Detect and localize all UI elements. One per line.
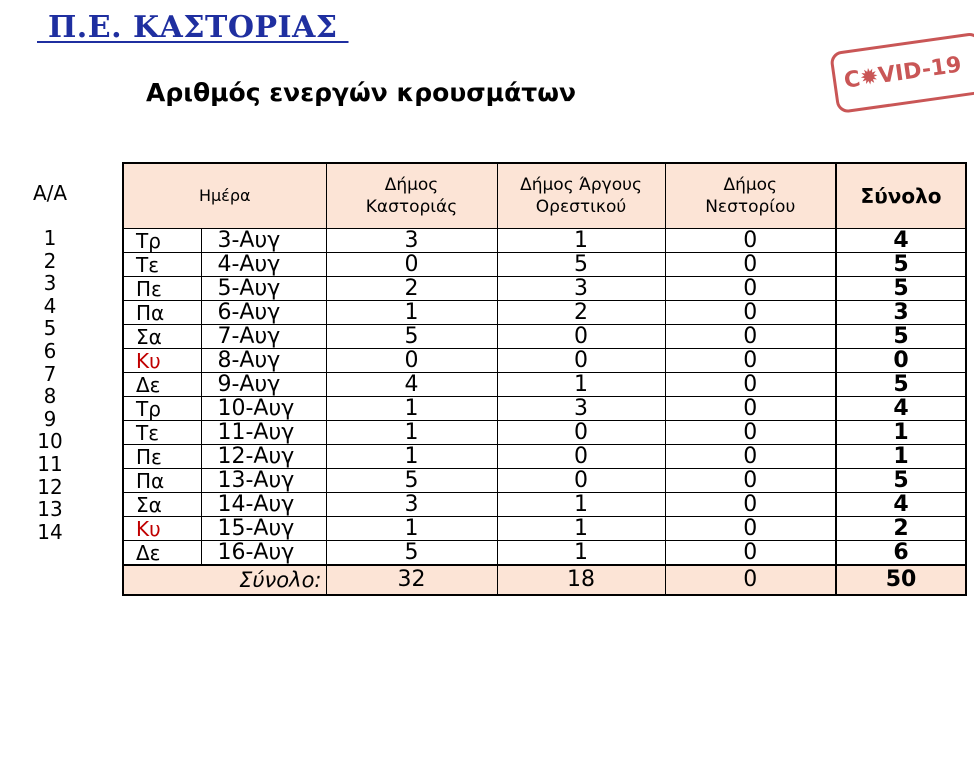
nestorio-cell: 0 xyxy=(665,421,836,445)
nestorio-cell: 0 xyxy=(665,445,836,469)
date-cell: 14-Αυγ xyxy=(201,493,326,517)
date-cell: 3-Αυγ xyxy=(201,229,326,253)
nestorio-cell: 0 xyxy=(665,349,836,373)
aa-header: Α/Α xyxy=(32,181,68,205)
row-number: 6 xyxy=(43,339,57,363)
day-of-week: Κυ xyxy=(123,349,201,373)
nestorio-cell: 0 xyxy=(665,277,836,301)
table-row xyxy=(123,517,966,541)
table-row xyxy=(123,469,966,493)
table-row xyxy=(123,397,966,421)
region-title: Π.Ε. ΚΑΣΤΟΡΙΑΣ xyxy=(37,10,349,45)
date-cell: 16-Αυγ xyxy=(201,541,326,566)
argos-cell: 3 xyxy=(497,277,665,301)
kastoria-cell: 5 xyxy=(326,325,497,349)
day-of-week: Κυ xyxy=(123,517,201,541)
table-row xyxy=(123,253,966,277)
row-number: 7 xyxy=(43,361,57,386)
day-of-week: Πε xyxy=(123,277,201,301)
row-number: 14 xyxy=(37,519,63,544)
kastoria-cell: 3 xyxy=(326,493,497,517)
total-cell: 0 xyxy=(836,349,966,373)
page-subtitle: Αριθμός ενεργών κρουσμάτων xyxy=(146,78,576,107)
argos-cell: 1 xyxy=(497,493,665,517)
nestorio-cell: 0 xyxy=(665,325,836,349)
total-cell: 5 xyxy=(836,277,966,301)
table-row xyxy=(123,373,966,397)
footer-total: 50 xyxy=(836,565,966,595)
kastoria-cell: 1 xyxy=(326,301,497,325)
table-row xyxy=(123,421,966,445)
table-row xyxy=(123,493,966,517)
day-of-week: Τε xyxy=(123,253,201,277)
row-number: 5 xyxy=(43,316,57,341)
total-cell: 5 xyxy=(836,469,966,493)
row-number: 12 xyxy=(37,474,63,499)
argos-cell: 3 xyxy=(497,397,665,421)
argos-cell: 0 xyxy=(497,325,665,349)
row-number: 2 xyxy=(43,248,57,273)
total-cell: 4 xyxy=(836,397,966,421)
footer-nestorio: 0 xyxy=(665,565,836,595)
table-row xyxy=(123,325,966,349)
argos-cell: 1 xyxy=(497,541,665,566)
header-total: Σύνολο xyxy=(836,163,966,229)
date-cell: 8-Αυγ xyxy=(201,349,326,373)
row-number: 13 xyxy=(37,497,63,522)
date-cell: 15-Αυγ xyxy=(201,517,326,541)
total-cell: 5 xyxy=(836,325,966,349)
nestorio-cell: 0 xyxy=(665,397,836,421)
nestorio-cell: 0 xyxy=(665,541,836,566)
argos-cell: 0 xyxy=(497,349,665,373)
cases-table xyxy=(122,162,967,596)
total-cell: 4 xyxy=(836,229,966,253)
total-cell: 3 xyxy=(836,301,966,325)
table-row xyxy=(123,277,966,301)
total-cell: 4 xyxy=(836,493,966,517)
covid19-stamp xyxy=(829,31,974,114)
total-cell: 5 xyxy=(836,373,966,397)
nestorio-cell: 0 xyxy=(665,469,836,493)
total-cell: 5 xyxy=(836,253,966,277)
kastoria-cell: 1 xyxy=(326,397,497,421)
nestorio-cell: 0 xyxy=(665,517,836,541)
footer-kastoria: 32 xyxy=(326,565,497,595)
day-of-week: Πα xyxy=(123,301,201,325)
table-row xyxy=(123,301,966,325)
nestorio-cell: 0 xyxy=(665,493,836,517)
header-argos: Δήμος Άργους Ορεστικού xyxy=(497,163,665,229)
row-number: 3 xyxy=(43,271,57,296)
day-of-week: Τρ xyxy=(123,229,201,253)
total-cell: 6 xyxy=(836,541,966,566)
kastoria-cell: 0 xyxy=(326,253,497,277)
day-of-week: Δε xyxy=(123,373,201,397)
kastoria-cell: 1 xyxy=(326,421,497,445)
kastoria-cell: 4 xyxy=(326,373,497,397)
table-header-row xyxy=(123,163,966,229)
kastoria-cell: 5 xyxy=(326,469,497,493)
row-number: 1 xyxy=(43,226,57,250)
kastoria-cell: 1 xyxy=(326,445,497,469)
nestorio-cell: 0 xyxy=(665,229,836,253)
date-cell: 10-Αυγ xyxy=(201,397,326,421)
day-of-week: Σα xyxy=(123,493,201,517)
argos-cell: 0 xyxy=(497,421,665,445)
date-cell: 5-Αυγ xyxy=(201,277,326,301)
total-cell: 1 xyxy=(836,445,966,469)
kastoria-cell: 3 xyxy=(326,229,497,253)
date-cell: 4-Αυγ xyxy=(201,253,326,277)
nestorio-cell: 0 xyxy=(665,301,836,325)
footer-label: Σύνολο: xyxy=(123,565,326,595)
argos-cell: 1 xyxy=(497,517,665,541)
kastoria-cell: 0 xyxy=(326,349,497,373)
total-cell: 2 xyxy=(836,517,966,541)
row-number: 10 xyxy=(37,429,63,454)
kastoria-cell: 2 xyxy=(326,277,497,301)
table-row xyxy=(123,445,966,469)
row-number: 8 xyxy=(43,384,57,409)
argos-cell: 2 xyxy=(497,301,665,325)
header-kastoria: Δήμος Καστοριάς xyxy=(326,163,497,229)
row-number: 9 xyxy=(43,406,57,431)
argos-cell: 5 xyxy=(497,253,665,277)
nestorio-cell: 0 xyxy=(665,373,836,397)
day-of-week: Σα xyxy=(123,325,201,349)
date-cell: 12-Αυγ xyxy=(201,445,326,469)
day-of-week: Δε xyxy=(123,541,201,566)
table-row xyxy=(123,349,966,373)
day-of-week: Τρ xyxy=(123,397,201,421)
row-number: 11 xyxy=(37,452,63,476)
stamp-text: C✹VID-19 xyxy=(842,52,964,94)
table-row xyxy=(123,229,966,253)
date-cell: 9-Αυγ xyxy=(201,373,326,397)
date-cell: 7-Αυγ xyxy=(201,325,326,349)
header-nestorio: Δήμος Νεστορίου xyxy=(665,163,836,229)
day-of-week: Πε xyxy=(123,445,201,469)
argos-cell: 1 xyxy=(497,373,665,397)
argos-cell: 0 xyxy=(497,469,665,493)
table-footer-row xyxy=(123,565,966,595)
total-cell: 1 xyxy=(836,421,966,445)
day-of-week: Πα xyxy=(123,469,201,493)
day-of-week: Τε xyxy=(123,421,201,445)
kastoria-cell: 1 xyxy=(326,517,497,541)
row-number: 4 xyxy=(43,293,57,318)
nestorio-cell: 0 xyxy=(665,253,836,277)
table-row xyxy=(123,541,966,566)
kastoria-cell: 5 xyxy=(326,541,497,566)
footer-argos: 18 xyxy=(497,565,665,595)
argos-cell: 0 xyxy=(497,445,665,469)
header-day: Ημέρα xyxy=(123,163,326,229)
argos-cell: 1 xyxy=(497,229,665,253)
date-cell: 11-Αυγ xyxy=(201,421,326,445)
date-cell: 13-Αυγ xyxy=(201,469,326,493)
date-cell: 6-Αυγ xyxy=(201,301,326,325)
